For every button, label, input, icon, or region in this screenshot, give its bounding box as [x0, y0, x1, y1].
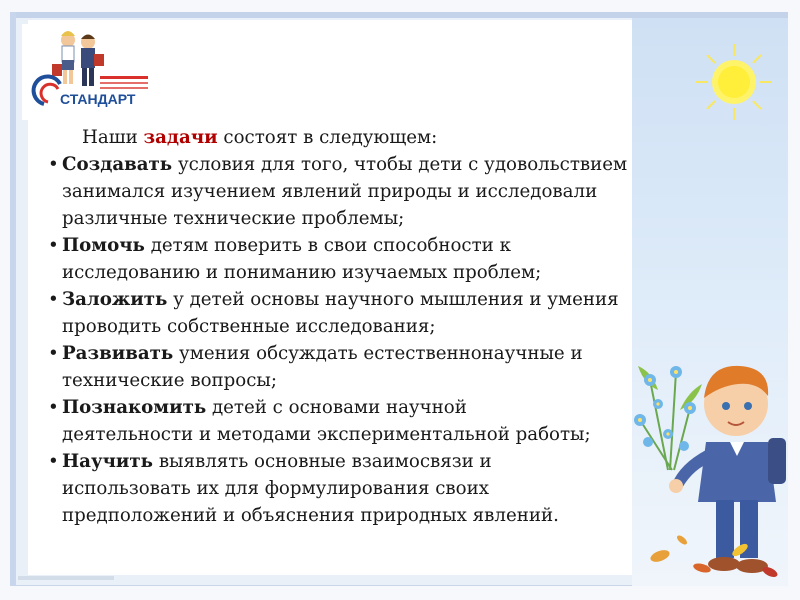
sun-icon: [694, 42, 774, 122]
left-border: [10, 12, 16, 586]
list-item: • Научить выявлять основные взаимосвязи и использовать их для формулирования своих предположений и объяснения природных явлений.: [48, 451, 559, 526]
watermark: [18, 573, 118, 583]
list-item: • Создавать условия для того, чтобы дети с удовольствием занимался изучением явлений природы и исследовали различные технические проблемы;: [48, 154, 628, 229]
top-border: [10, 12, 788, 18]
intro-line: Наши задачи состоят в следующем:: [82, 127, 438, 148]
svg-text:СТАНДАРТ: СТАНДАРТ: [60, 91, 136, 107]
autumn-leaves: [630, 528, 788, 584]
list-item: • Заложить у детей основы научного мышления и умения проводить собственные исследования;: [48, 289, 619, 337]
fgos-standard-logo: [22, 24, 154, 120]
tasks-text: [48, 124, 636, 529]
list-item: • Развивать умения обсуждать естественнонаучные и технические вопросы;: [48, 343, 583, 391]
list-item: • Помочь детям поверить в свои способности к исследованию и пониманию изучаемых проблем;: [48, 235, 542, 283]
list-item: • Познакомить детей с основами научной деятельности и методами экспериментальной работы;: [48, 397, 591, 445]
highlight-word: задачи: [143, 127, 218, 148]
flower-bouquet: [634, 366, 702, 470]
